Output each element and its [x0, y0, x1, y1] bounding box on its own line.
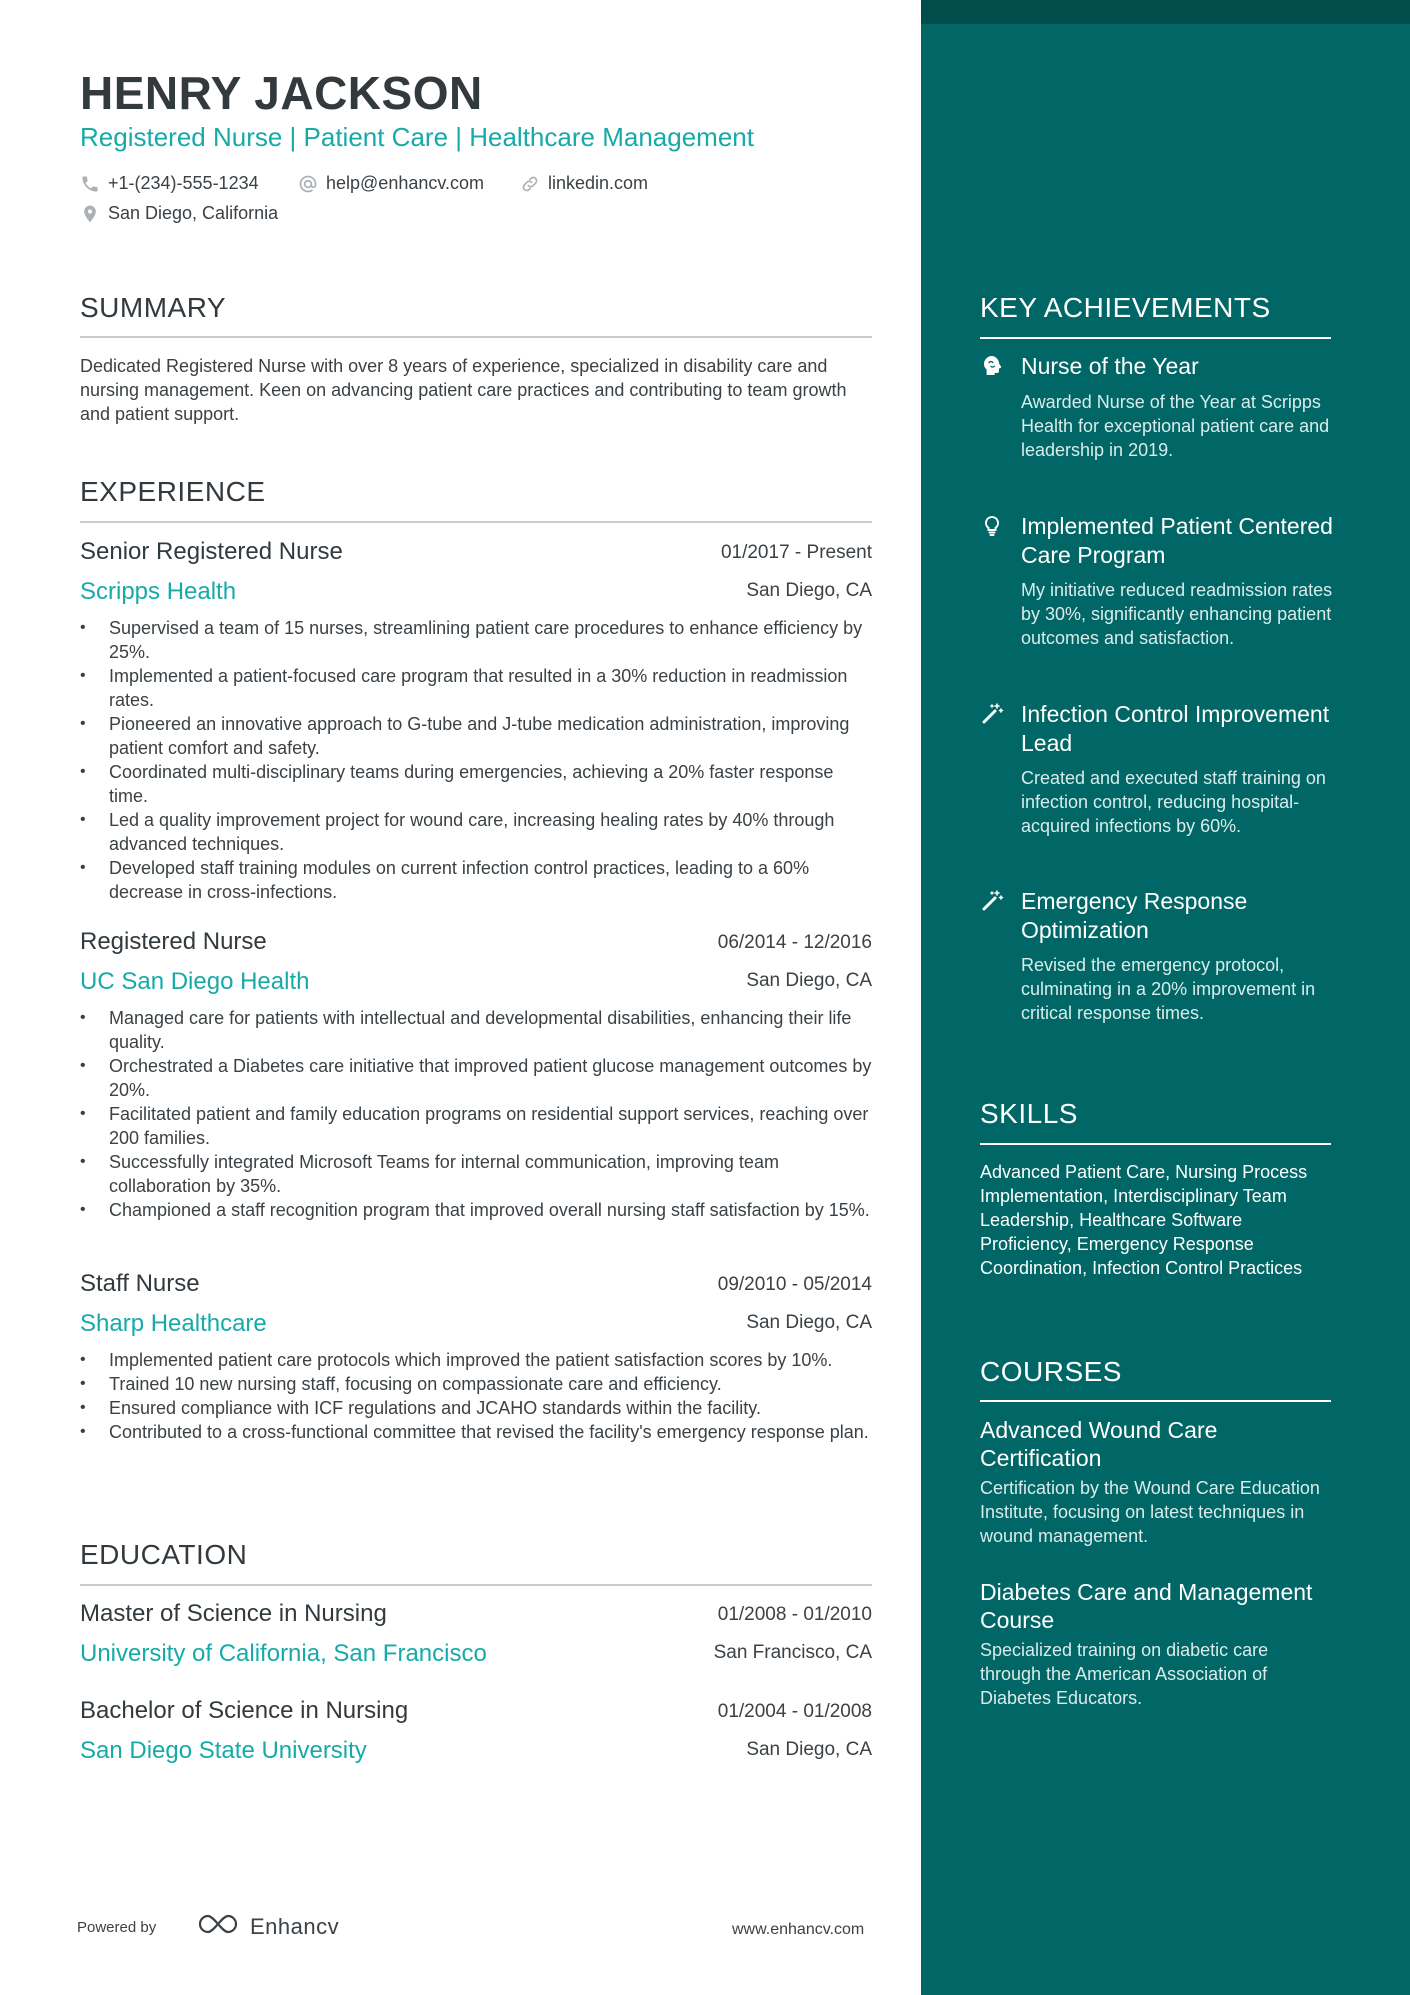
- job-location: San Diego, CA: [746, 970, 872, 991]
- job-title: Registered Nurse: [80, 928, 267, 955]
- phone-text: +1-(234)-555-1234: [108, 173, 259, 193]
- phone-icon: [80, 174, 100, 194]
- course-description: Certification by the Wound Care Education Institute, focusing on latest techniques in wound management.: [980, 1478, 1320, 1546]
- sidebar: [921, 0, 1410, 1995]
- email-text[interactable]: help@enhancv.com: [326, 173, 485, 193]
- summary-divider: [80, 336, 872, 338]
- linkedin-text[interactable]: linkedin.com: [548, 173, 649, 193]
- achievement-title: Nurse of the Year: [1021, 353, 1199, 379]
- job-company: Sharp Healthcare: [80, 1310, 267, 1337]
- infinity-logo-icon: [196, 1912, 240, 1941]
- summary-text: Dedicated Registered Nurse with over 8 years of experience, specialized in disability care and nursing management. Keen on advancing patient care practices and contributing to team growth and patient support.: [80, 356, 847, 424]
- school: San Diego State University: [80, 1737, 367, 1764]
- bullet-item: • Led a quality improvement project for wound care, increasing healing rates by 40% through advanced techniques.: [80, 808, 872, 856]
- job-dates: 06/2014 - 12/2016: [717, 932, 872, 953]
- bullet-item: • Developed staff training modules on current infection control practices, leading to a 60% decrease in cross-infections.: [80, 856, 872, 904]
- job-bullets: [80, 616, 872, 904]
- course-title: Diabetes Care and Management Course: [980, 1579, 1313, 1633]
- achievement-title: Infection Control Improvement Lead: [1021, 701, 1330, 756]
- location-text: San Diego, California: [108, 203, 279, 223]
- bullet-item: • Managed care for patients with intellectual and developmental disabilities, enhancing their life quality.: [80, 1006, 872, 1054]
- course-description: Specialized training on diabetic care through the American Association of Diabetes Educators.: [980, 1640, 1269, 1708]
- bullet-item: • Trained 10 new nursing staff, focusing on compassionate care and efficiency.: [80, 1372, 872, 1396]
- skills-list: Advanced Patient Care, Nursing Process Implementation, Interdisciplinary Team Leadership, Healthcare Software Proficiency, Emergency Response Coordination, Infection Control Practices: [980, 1162, 1308, 1278]
- bullet-item: • Successfully integrated Microsoft Teams for internal communication, improving team collaboration by 35%.: [80, 1150, 872, 1198]
- bullet-item: • Contributed to a cross-functional committee that revised the facility's emergency response plan.: [80, 1420, 872, 1444]
- achievement-description: My initiative reduced readmission rates by 30%, significantly enhancing patient outcomes and satisfaction.: [1021, 580, 1333, 648]
- powered-by-label: Powered by: [77, 1919, 157, 1936]
- bullet-item: • Pioneered an innovative approach to G-tube and J-tube medication administration, improving patient comfort and safety.: [80, 712, 872, 760]
- school: University of California, San Francisco: [80, 1640, 487, 1667]
- job-company: UC San Diego Health: [80, 968, 310, 995]
- bullet-item: • Ensured compliance with ICF regulations and JCAHO standards within the facility.: [80, 1396, 872, 1420]
- education-heading: EDUCATION: [80, 1539, 248, 1570]
- at-icon: [298, 174, 318, 194]
- experience-heading: EXPERIENCE: [80, 476, 266, 507]
- job-bullets: [80, 1006, 872, 1222]
- degree: Bachelor of Science in Nursing: [80, 1697, 409, 1724]
- achievement-title: Emergency Response Optimization: [1021, 888, 1248, 943]
- achievement-title: Implemented Patient Centered Care Program: [1021, 513, 1333, 568]
- education-dates: 01/2008 - 01/2010: [717, 1604, 872, 1625]
- job-dates: 09/2010 - 05/2014: [717, 1274, 872, 1295]
- achievement-description: Created and executed staff training on infection control, reducing hospital-acquired infections by 60%.: [1021, 768, 1326, 836]
- brain-icon: [980, 354, 1004, 378]
- job-bullets: [80, 1348, 872, 1444]
- bullet-item: • Championed a staff recognition program that improved overall nursing staff satisfaction by 15%.: [80, 1198, 872, 1222]
- course-item: [980, 1578, 1331, 1710]
- courses-heading: COURSES: [980, 1356, 1122, 1387]
- skills-divider: [980, 1143, 1331, 1145]
- sidebar-top-bar: [921, 0, 1410, 24]
- achievements-divider: [980, 337, 1331, 339]
- bullet-item: • Implemented a patient-focused care program that resulted in a 30% reduction in readmission rates.: [80, 664, 872, 712]
- achievement-description: Revised the emergency protocol, culminating in a 20% improvement in critical response times.: [1021, 955, 1316, 1023]
- job-location: San Diego, CA: [746, 580, 872, 601]
- contact-location: [80, 203, 278, 224]
- job-dates: 01/2017 - Present: [720, 542, 872, 563]
- job-location: San Diego, CA: [746, 1312, 872, 1333]
- education-dates: 01/2004 - 01/2008: [717, 1701, 872, 1722]
- course-item: [980, 1416, 1331, 1548]
- course-title: Advanced Wound Care Certification: [980, 1417, 1218, 1471]
- bullet-item: • Supervised a team of 15 nurses, streamlining patient care procedures to enhance efficiency by 25%.: [80, 616, 872, 664]
- enhancv-logo[interactable]: [196, 1912, 339, 1941]
- education-divider: [80, 1584, 872, 1586]
- contact-email[interactable]: [298, 173, 484, 194]
- achievements-heading: KEY ACHIEVEMENTS: [980, 292, 1271, 323]
- bullet-item: • Coordinated multi-disciplinary teams during emergencies, achieving a 20% faster response time.: [80, 760, 872, 808]
- school-location: San Diego, CA: [746, 1739, 872, 1760]
- summary-heading: SUMMARY: [80, 292, 227, 323]
- school-location: San Francisco, CA: [713, 1642, 872, 1663]
- bullet-item: • Facilitated patient and family education programs on residential support services, reaching over 200 families.: [80, 1102, 872, 1150]
- magic-wand-icon: [980, 702, 1004, 726]
- job-title: Senior Registered Nurse: [80, 538, 343, 565]
- bullet-item: • Implemented patient care protocols which improved the patient satisfaction scores by 10%.: [80, 1348, 872, 1372]
- achievement-description: Awarded Nurse of the Year at Scripps Health for exceptional patient care and leadership in 2019.: [1021, 392, 1330, 460]
- courses-divider: [980, 1400, 1331, 1402]
- lightbulb-icon: [980, 514, 1004, 538]
- skills-heading: SKILLS: [980, 1098, 1078, 1129]
- job-company: Scripps Health: [80, 578, 237, 605]
- job-title: Staff Nurse: [80, 1270, 200, 1297]
- contact-phone: [80, 173, 259, 194]
- degree: Master of Science in Nursing: [80, 1600, 387, 1627]
- candidate-name: HENRY JACKSON: [80, 67, 483, 119]
- bullet-item: • Orchestrated a Diabetes care initiative that improved patient glucose management outcomes by 20%.: [80, 1054, 872, 1102]
- experience-divider: [80, 521, 872, 523]
- location-pin-icon: [80, 204, 100, 224]
- magic-wand-icon: [980, 889, 1004, 913]
- link-icon: [520, 174, 540, 194]
- brand-name: Enhancv: [250, 1913, 340, 1939]
- contact-linkedin[interactable]: [520, 173, 648, 194]
- footer-url[interactable]: www.enhancv.com: [732, 1921, 865, 1938]
- headline: Registered Nurse | Patient Care | Healthcare Management: [80, 122, 754, 152]
